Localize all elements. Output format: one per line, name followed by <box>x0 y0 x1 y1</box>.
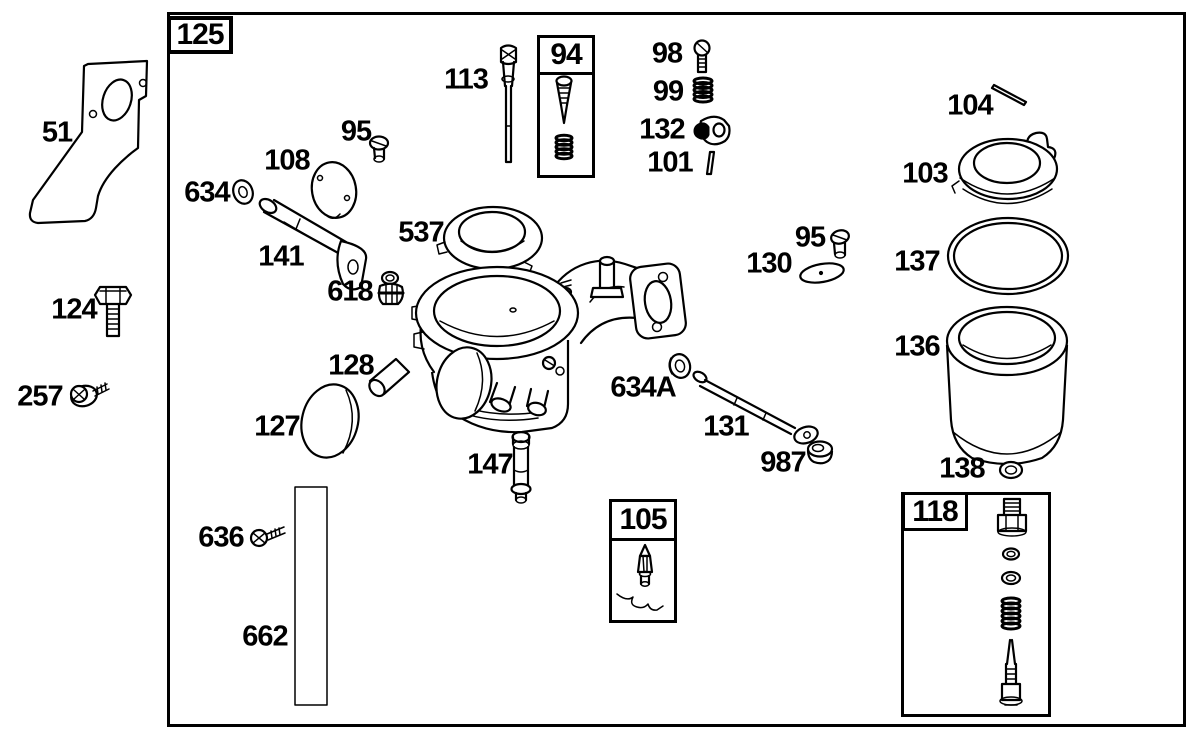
assembly-number-label: 125 <box>176 18 224 51</box>
part-label-147: 147 <box>467 448 513 481</box>
kit-box-94-header <box>540 38 592 75</box>
part-987-cap <box>808 442 832 464</box>
kit-box-94 <box>537 35 595 178</box>
part-130-throttle-plate <box>799 260 845 285</box>
part-label-95b: 95 <box>794 221 826 254</box>
part-99-spring <box>694 78 712 102</box>
part-95-screw-a <box>370 137 388 163</box>
kit-box-105 <box>609 499 677 623</box>
part-147-valve <box>512 432 531 503</box>
part-636-screw <box>251 527 285 546</box>
part-label-537: 537 <box>398 216 444 249</box>
kit-94-label: 94 <box>550 38 582 71</box>
part-label-124: 124 <box>51 293 97 326</box>
part-634-washer <box>230 177 256 206</box>
kit-box-105-header <box>612 502 674 541</box>
part-137-oring <box>948 218 1068 294</box>
part-124-bolt <box>95 287 131 336</box>
part-label-103: 103 <box>902 157 948 190</box>
kit-118-label: 118 <box>912 494 958 528</box>
part-label-98: 98 <box>651 37 683 70</box>
part-label-132: 132 <box>639 113 685 146</box>
part-257-screw <box>69 383 109 409</box>
part-label-662: 662 <box>242 620 288 653</box>
part-104-pin <box>992 85 1026 105</box>
part-113-needle <box>501 46 516 163</box>
part-662-strip <box>295 487 327 705</box>
part-label-136: 136 <box>894 330 940 363</box>
part-label-987: 987 <box>760 446 806 479</box>
part-label-634: 634 <box>184 176 230 209</box>
part-98-screw <box>695 41 710 73</box>
part-label-138: 138 <box>939 452 985 485</box>
part-label-113: 113 <box>444 63 488 96</box>
part-label-128: 128 <box>328 349 374 382</box>
part-132-swivel <box>694 117 730 145</box>
part-label-51: 51 <box>41 116 73 149</box>
part-101-pin <box>707 152 714 174</box>
part-label-131: 131 <box>703 410 749 443</box>
part-537-ring <box>437 207 542 274</box>
kit-box-118 <box>901 492 1051 717</box>
part-label-634a: 634A <box>610 371 676 404</box>
part-103-ring <box>952 133 1057 204</box>
part-label-99: 99 <box>652 75 684 108</box>
part-95-screw-b <box>830 228 851 258</box>
part-label-618: 618 <box>327 275 373 308</box>
part-label-127: 127 <box>254 410 300 443</box>
assembly-number-box <box>167 16 233 54</box>
carburetor-body <box>412 257 687 432</box>
part-127-choke-disc <box>294 378 366 463</box>
part-label-108: 108 <box>264 144 310 177</box>
part-label-130: 130 <box>746 247 792 280</box>
part-label-257: 257 <box>17 380 63 413</box>
part-label-95a: 95 <box>340 115 372 148</box>
kit-105-label: 105 <box>619 503 667 536</box>
part-label-104: 104 <box>947 89 993 122</box>
part-label-636: 636 <box>198 521 244 554</box>
part-label-141: 141 <box>258 240 304 273</box>
part-label-137: 137 <box>894 245 940 278</box>
part-618-clamp <box>379 272 403 304</box>
part-138-oring <box>1000 462 1022 478</box>
part-108-choke-plate <box>307 159 360 222</box>
part-136-float-bowl <box>947 307 1067 464</box>
kit-box-118-header <box>901 492 968 531</box>
part-label-101: 101 <box>647 146 693 179</box>
